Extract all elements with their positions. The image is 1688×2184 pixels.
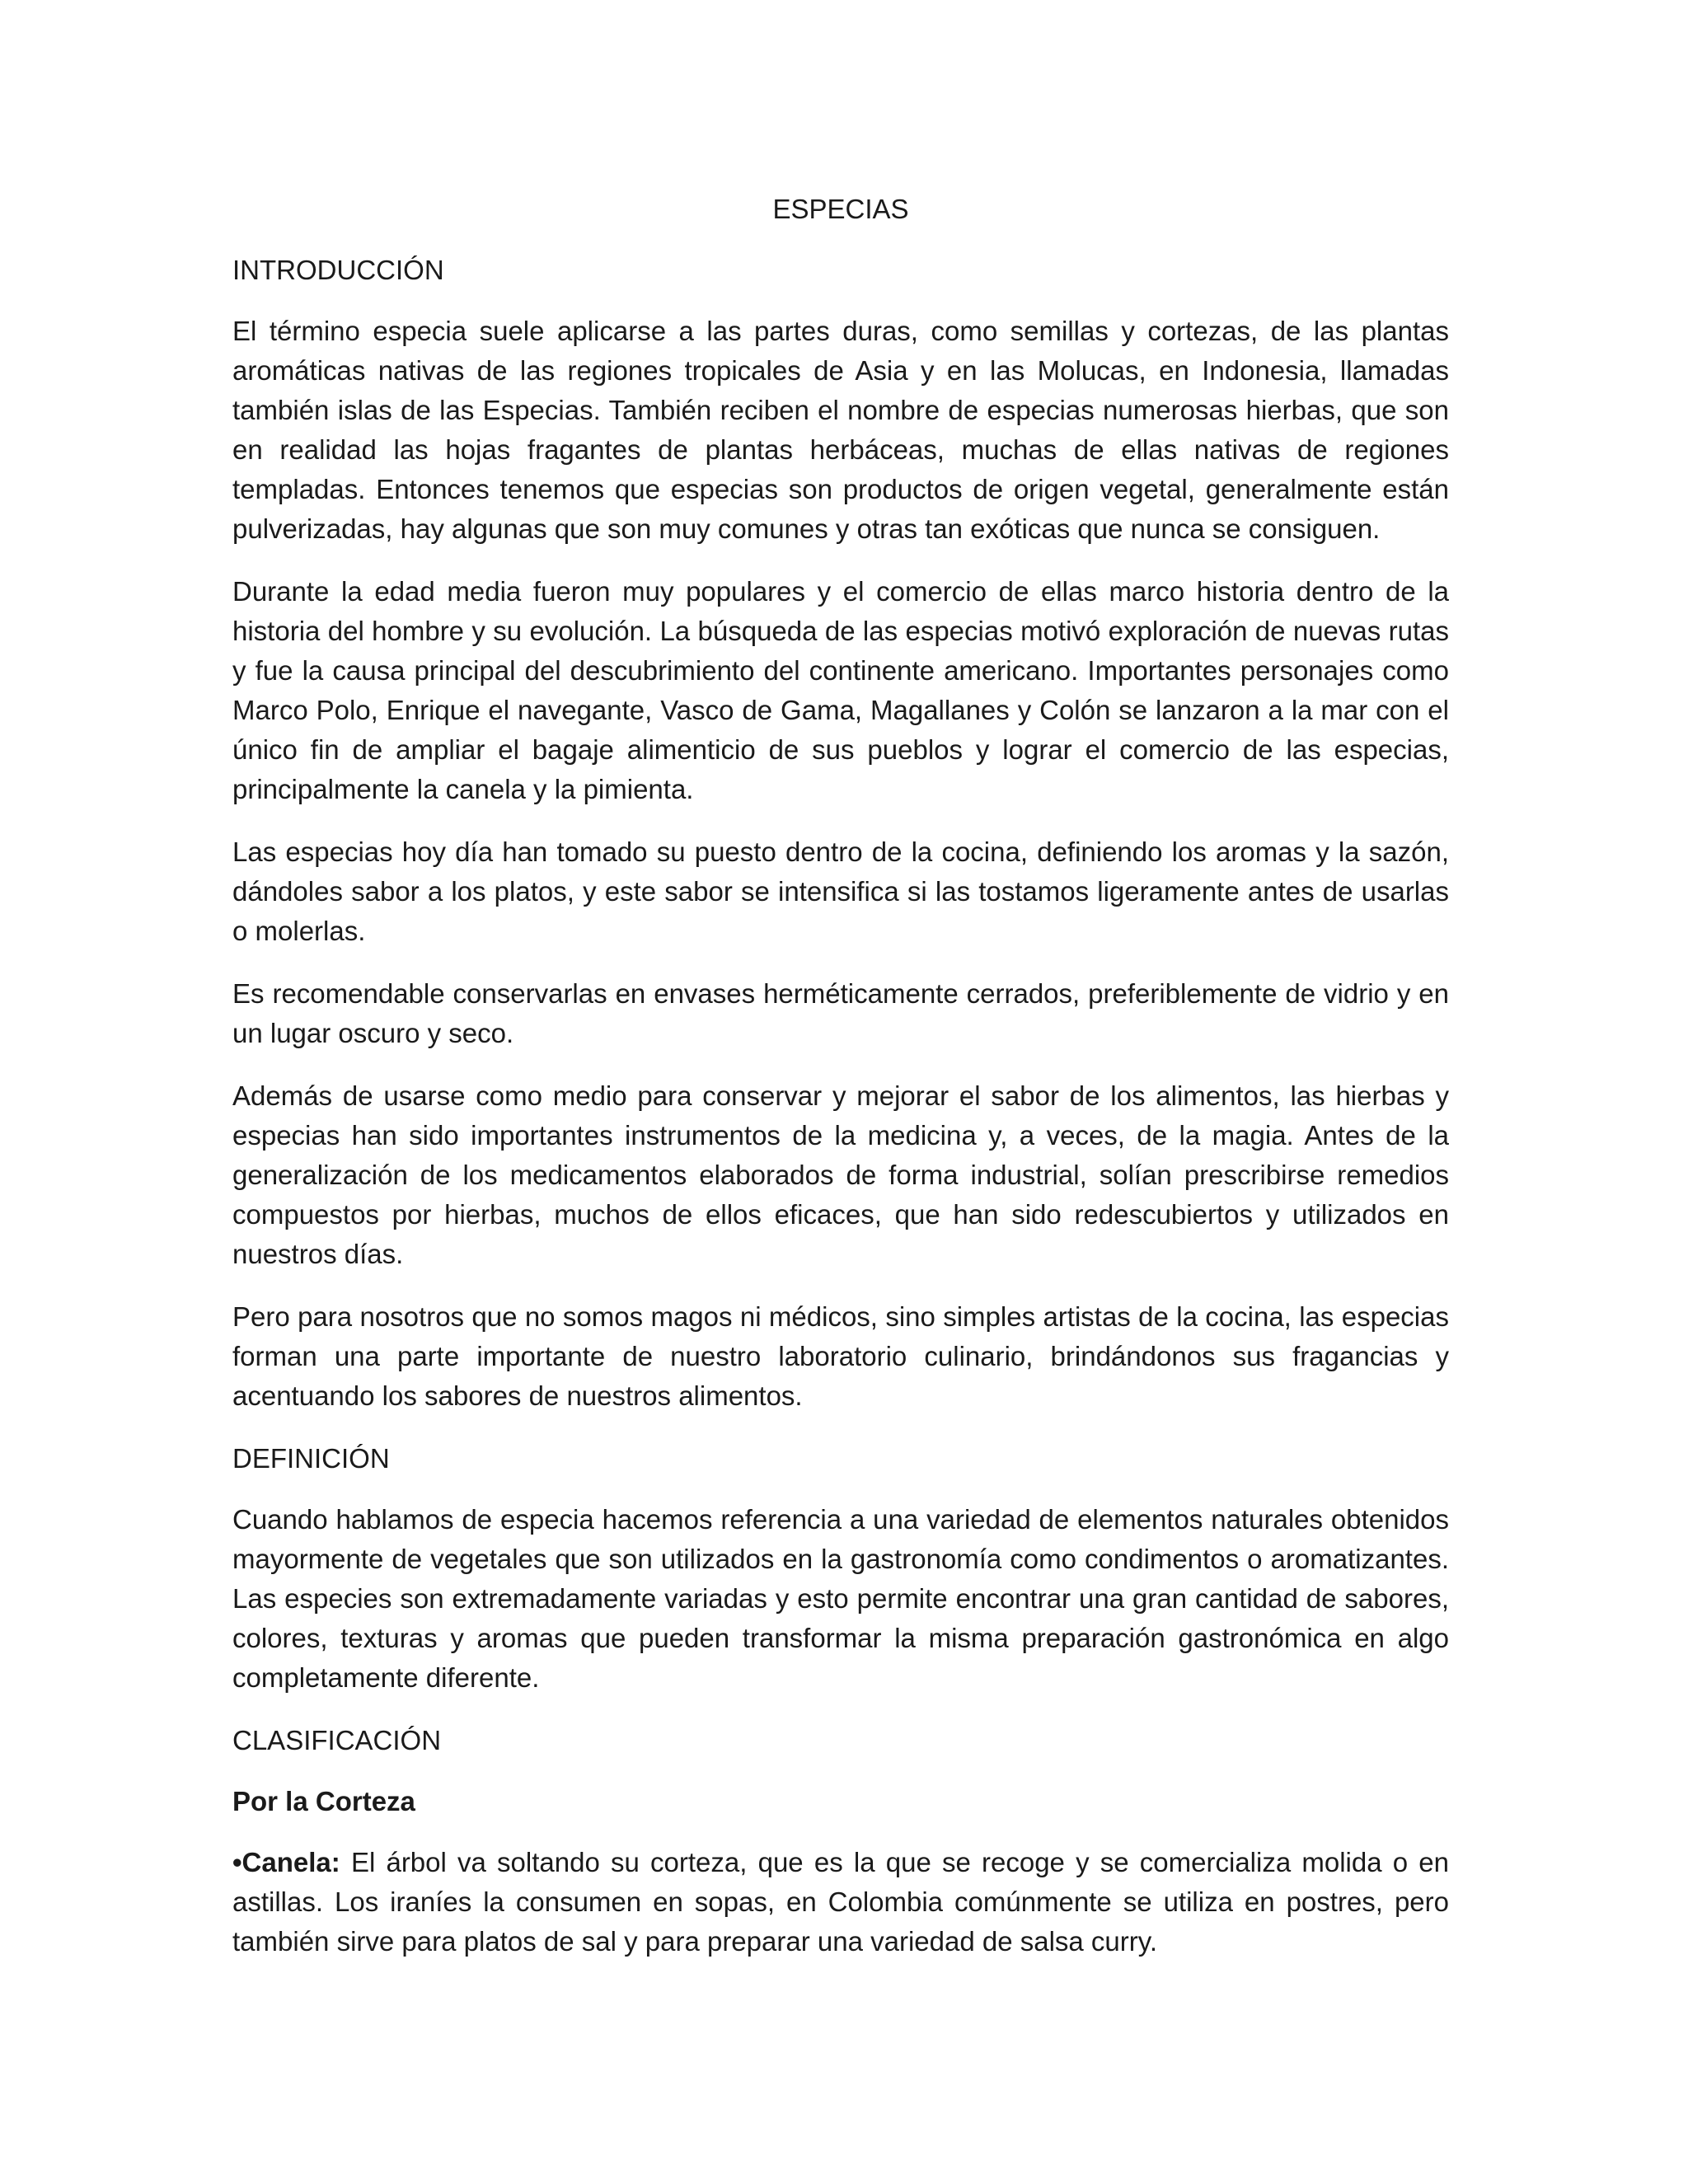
- classification-item-canela: [232, 1843, 1449, 1961]
- definition-paragraph-1: Cuando hablamos de especia hacemos referencia a una variedad de elementos naturales obtenidos mayormente de vegetales que son utilizados en la gastronomía como condimentos o aromatizantes. Las especies son extremadamente variadas y esto permite encontrar una gran cantidad de sabores, colores, texturas y aromas que pueden transformar la misma preparación gastronómica en algo completamente diferente.: [232, 1504, 1449, 1693]
- intro-paragraph-1: El término especia suele aplicarse a las partes duras, como semillas y cortezas, de las plantas aromáticas nativas de las regiones tropicales de Asia y en las Molucas, en Indonesia, llamadas también islas de las Especias. También reciben el nombre de especias numerosas hierbas, que son en realidad las hojas fragantes de plantas herbáceas, muchas de ellas nativas de regiones templadas. Entonces tenemos que especias son productos de origen vegetal, generalmente están pulverizadas, hay algunas que son muy comunes y otras tan exóticas que nunca se consiguen.: [232, 316, 1449, 544]
- subheading-por-la-corteza: Por la Corteza: [232, 1786, 415, 1816]
- intro-paragraph-2: Durante la edad media fueron muy populares y el comercio de ellas marco historia dentro de la historia del hombre y su evolución. La búsqueda de las especias motivó exploración de nuevas rutas y fue la causa principal del descubrimiento del continente americano. Importantes personajes como Marco Polo, Enrique el navegante, Vasco de Gama, Magallanes y Colón se lanzaron a la mar con el único fin de ampliar el bagaje alimenticio de sus pueblos y lograr el comercio de las especias, principalmente la canela y la pimienta.: [232, 576, 1449, 804]
- intro-paragraph-6: Pero para nosotros que no somos magos ni médicos, sino simples artistas de la cocina, las especias forman una parte importante de nuestro laboratorio culinario, brindándonos sus fragancias y acentuando los sabores de nuestros alimentos.: [232, 1301, 1449, 1411]
- intro-paragraph-3: Las especias hoy día han tomado su puesto dentro de la cocina, definiendo los aromas y la sazón, dándoles sabor a los platos, y este sabor se intensifica si las tostamos ligeramente antes de usarlas o molerlas.: [232, 837, 1449, 946]
- intro-paragraph-5: Además de usarse como medio para conservar y mejorar el sabor de los alimentos, las hierbas y especias han sido importantes instrumentos de la medicina y, a veces, de la magia. Antes de la generalización de los medicamentos elaborados de forma industrial, solían prescribirse remedios compuestos por hierbas, muchos de ellos eficaces, que han sido redescubiertos y utilizados en nuestros días.: [232, 1080, 1449, 1269]
- item-label-canela: •Canela:: [232, 1847, 340, 1877]
- document-title: ESPECIAS: [772, 194, 909, 224]
- section-heading-introduccion: INTRODUCCIÓN: [232, 255, 444, 285]
- item-text-canela: El árbol va soltando su corteza, que es la que se recoge y se comercializa molida o en astillas. Los iraníes la consumen en sopas, en Colombia comúnmente se utiliza en postres, pero también sirve para platos de sal y para preparar una variedad de salsa curry.: [232, 1847, 1449, 1957]
- section-heading-definicion: DEFINICIÓN: [232, 1443, 390, 1474]
- intro-paragraph-4: Es recomendable conservarlas en envases herméticamente cerrados, preferiblemente de vidrio y en un lugar oscuro y seco.: [232, 978, 1449, 1048]
- section-heading-clasificacion: CLASIFICACIÓN: [232, 1725, 442, 1755]
- document-content: [232, 190, 1449, 1985]
